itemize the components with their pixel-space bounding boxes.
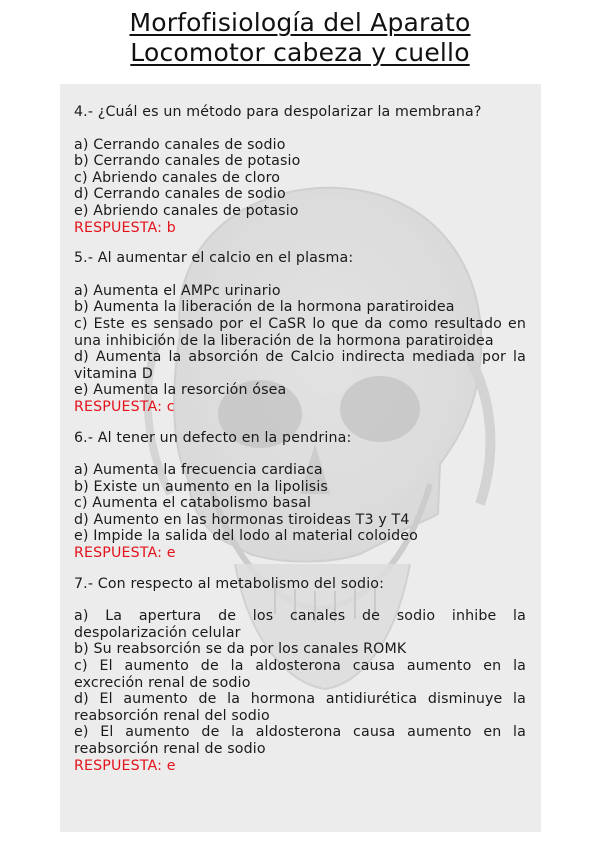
option-b: b) Su reabsorción se da por los canales ROMK xyxy=(74,641,407,658)
option-e: e) El aumento de la aldosterona causa aumento en la reabsorción renal de sodio xyxy=(74,724,526,757)
option-c: c) Abriendo canales de cloro xyxy=(74,169,281,186)
answer-label: RESPUESTA: e xyxy=(74,757,176,774)
question-block-4 xyxy=(74,104,526,236)
option-list xyxy=(74,462,526,545)
option-d: d) El aumento de la hormona antidiurética disminuye la reabsorción renal del sodio xyxy=(74,691,526,724)
question-text: 5.- Al aumentar el calcio en el plasma: xyxy=(74,250,354,267)
question-text: 7.- Con respecto al metabolismo del sodio: xyxy=(74,575,385,592)
option-e: e) Impide la salida del lodo al material coloideo xyxy=(74,528,418,545)
option-b: b) Aumenta la liberación de la hormona paratiroidea xyxy=(74,299,455,316)
option-e: e) Abriendo canales de potasio xyxy=(74,202,299,219)
title-line-2: Locomotor cabeza y cuello xyxy=(130,38,470,67)
option-list xyxy=(74,283,526,399)
option-a: a) Aumenta el AMPc urinario xyxy=(74,282,281,299)
question-text: 4.- ¿Cuál es un método para despolarizar la membrana? xyxy=(74,104,482,120)
option-a: a) Aumenta la frecuencia cardiaca xyxy=(74,462,323,479)
question-block-7 xyxy=(74,576,526,775)
option-c: c) El aumento de la aldosterona causa aumento en la excreción renal de sodio xyxy=(74,658,526,691)
answer-label: RESPUESTA: b xyxy=(74,219,176,236)
option-e: e) Aumenta la resorción ósea xyxy=(74,382,287,399)
option-d: d) Aumento en las hormonas tiroideas T3 y T4 xyxy=(74,511,410,528)
option-d: d) Cerrando canales de sodio xyxy=(74,186,286,203)
option-list xyxy=(74,137,526,220)
option-b: b) Cerrando canales de potasio xyxy=(74,153,301,170)
option-d: d) Aumenta la absorción de Calcio indirecta mediada por la vitamina D xyxy=(74,349,526,382)
question-text: 6.- Al tener un defecto en la pendrina: xyxy=(74,429,352,446)
answer-label: RESPUESTA: e xyxy=(74,545,176,562)
option-list xyxy=(74,608,526,757)
question-block-6 xyxy=(74,430,526,562)
option-b: b) Existe un aumento en la lipolisis xyxy=(74,478,328,495)
answer-label: RESPUESTA: c xyxy=(74,398,175,415)
page-title xyxy=(0,8,600,68)
option-a: a) La apertura de los canales de sodio inhibe la despolarización celular xyxy=(74,608,526,641)
question-block-5 xyxy=(74,250,526,415)
option-c: c) Este es sensado por el CaSR lo que da como resultado en una inhibición de la liberación de la hormona paratiroidea xyxy=(74,315,526,349)
option-a: a) Cerrando canales de sodio xyxy=(74,136,286,153)
question-list xyxy=(74,104,526,778)
option-c: c) Aumenta el catabolismo basal xyxy=(74,495,312,512)
title-line-1: Morfofisiología del Aparato xyxy=(129,8,471,37)
